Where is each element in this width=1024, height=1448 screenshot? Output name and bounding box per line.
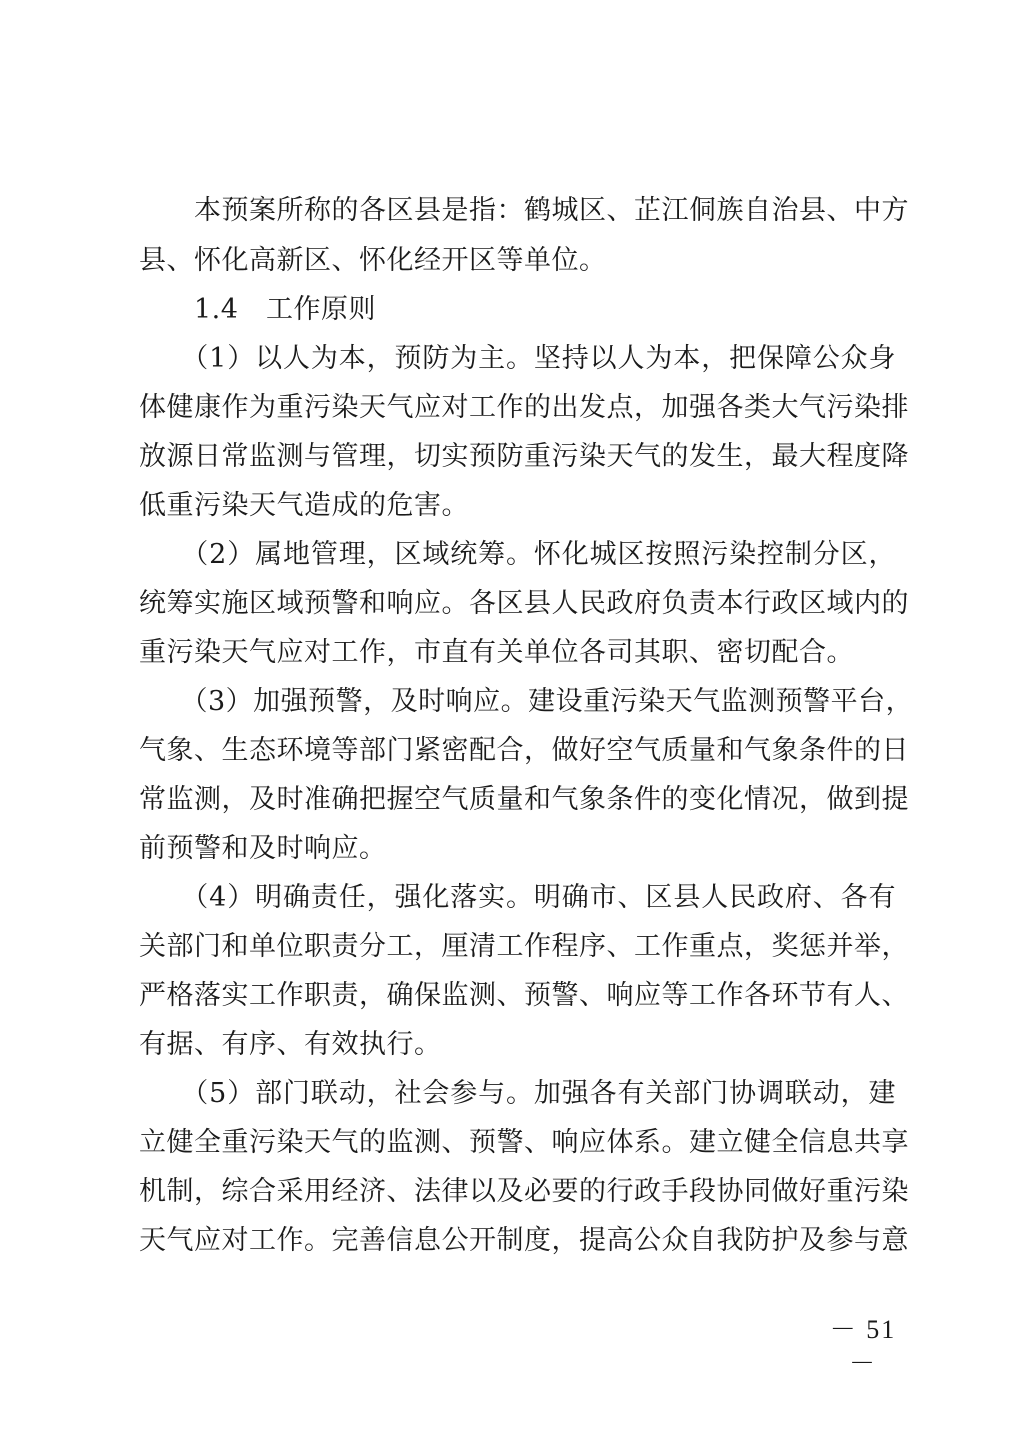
body-line: 关部门和单位职责分工，厘清工作程序、工作重点，奖惩并举， — [139, 931, 909, 962]
body-line: 重污染天气应对工作，市直有关单位各司其职、密切配合。 — [139, 637, 854, 668]
body-line: （3）加强预警，及时响应。建设重污染天气监测预警平台， — [139, 686, 914, 717]
page-number: － 51 － — [829, 1315, 897, 1378]
body-line: 低重污染天气造成的危害。 — [139, 490, 469, 521]
section-heading: 1.4 工作原则 — [139, 294, 376, 325]
body-line: （2）属地管理，区域统筹。怀化城区按照污染控制分区， — [139, 539, 896, 570]
body-line: 县、怀化高新区、怀化经开区等单位。 — [139, 245, 607, 276]
body-line: 气象、生态环境等部门紧密配合，做好空气质量和气象条件的日 — [139, 735, 909, 766]
body-line: 严格落实工作职责，确保监测、预警、响应等工作各环节有人、 — [139, 980, 909, 1011]
body-line: 前预警和及时响应。 — [139, 833, 387, 864]
body-line: 本预案所称的各区县是指：鹤城区、芷江侗族自治县、中方 — [139, 195, 909, 226]
body-line: 有据、有序、有效执行。 — [139, 1029, 442, 1060]
body-line: 体健康作为重污染天气应对工作的出发点，加强各类大气污染排 — [139, 392, 909, 423]
body-line: 立健全重污染天气的监测、预警、响应体系。建立健全信息共享 — [139, 1127, 909, 1158]
body-line: 统筹实施区域预警和响应。各区县人民政府负责本行政区域内的 — [139, 588, 909, 619]
body-line: 机制，综合采用经济、法律以及必要的行政手段协同做好重污染 — [139, 1176, 909, 1207]
body-line: （1）以人为本，预防为主。坚持以人为本，把保障公众身 — [139, 343, 896, 374]
body-line: 天气应对工作。完善信息公开制度，提高公众自我防护及参与意 — [139, 1225, 909, 1256]
body-line: （4）明确责任，强化落实。明确市、区县人民政府、各有 — [139, 882, 896, 913]
body-line: 放源日常监测与管理，切实预防重污染天气的发生，最大程度降 — [139, 441, 909, 472]
body-line: （5）部门联动，社会参与。加强各有关部门协调联动，建 — [139, 1078, 896, 1109]
body-line: 常监测，及时准确把握空气质量和气象条件的变化情况，做到提 — [139, 784, 909, 815]
